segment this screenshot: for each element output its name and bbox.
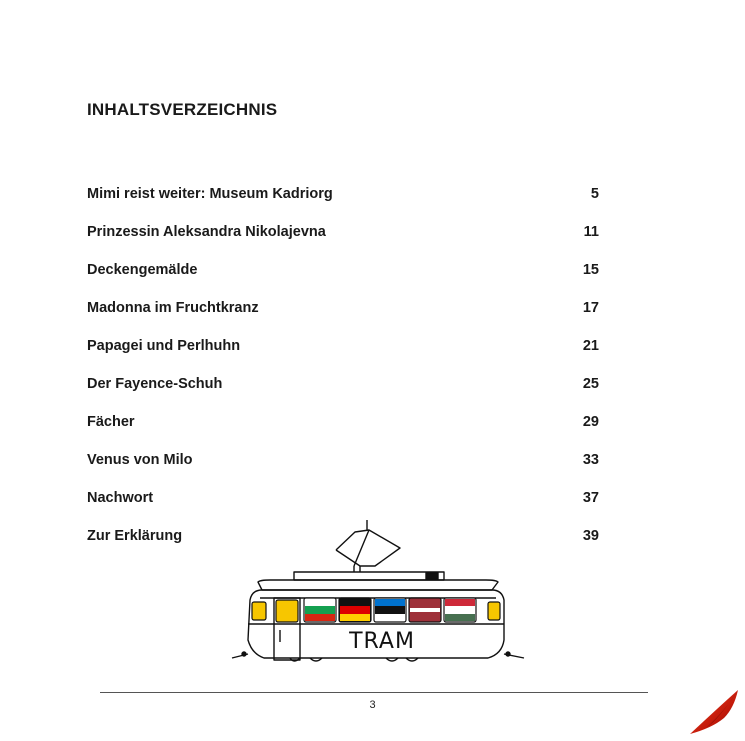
toc-entry-page: 33 (582, 452, 599, 468)
toc-entry-page: 25 (582, 376, 599, 392)
toc-entry-page: 29 (582, 414, 599, 430)
toc-entry-page: 39 (582, 528, 599, 544)
toc-entry (87, 213, 599, 251)
toc-entry (87, 175, 599, 213)
footer-rule (100, 692, 648, 693)
page-number: 3 (369, 699, 376, 711)
toc-entry-page: 15 (582, 262, 599, 278)
toc-entry-title: Prinzessin Aleksandra Nikolajevna (87, 224, 326, 240)
toc-entry-page: 11 (583, 224, 599, 240)
page-title: INHALTSVERZEICHNIS (87, 100, 278, 119)
toc-entry-title: Papagei und Perlhuhn (87, 338, 241, 354)
page-curl-icon[interactable] (686, 688, 742, 738)
toc-entry-title: Der Fayence-Schuh (87, 376, 223, 392)
tram-window-icon (252, 602, 266, 620)
toc-entry-page: 5 (590, 186, 599, 202)
toc-entry (87, 289, 599, 327)
tram-window-icon (488, 602, 500, 620)
toc-entry-title: Zur Erklärung (87, 528, 183, 544)
toc-entry (87, 479, 599, 517)
toc-entry-page: 17 (582, 300, 599, 316)
toc-entry-title: Fächer (87, 414, 135, 430)
tram-illustration (230, 518, 526, 666)
toc-entry (87, 365, 599, 403)
tram-window-icon (276, 600, 298, 622)
estonia-flag-icon (374, 598, 406, 622)
toc-entry (87, 441, 599, 479)
toc-entry (87, 327, 599, 365)
toc-entry (87, 251, 599, 289)
hungary-flag-icon (444, 598, 476, 622)
bulgaria-flag-icon (304, 598, 336, 622)
germany-flag-icon (339, 598, 371, 622)
toc-entry-page: 21 (582, 338, 599, 354)
tram-label: TRAM (349, 629, 415, 654)
toc-entry (87, 403, 599, 441)
toc-entry-title: Mimi reist weiter: Museum Kadriorg (87, 186, 333, 202)
toc-entry-title: Venus von Milo (87, 452, 193, 468)
toc-entry-page: 37 (582, 490, 599, 506)
toc-entry-title: Madonna im Fruchtkranz (87, 300, 259, 316)
toc-entry-title: Nachwort (87, 490, 154, 506)
latvia-flag-icon (409, 598, 441, 622)
table-of-contents (87, 175, 599, 555)
pantograph-icon (336, 520, 400, 572)
toc-entry-title: Deckengemälde (87, 262, 198, 278)
